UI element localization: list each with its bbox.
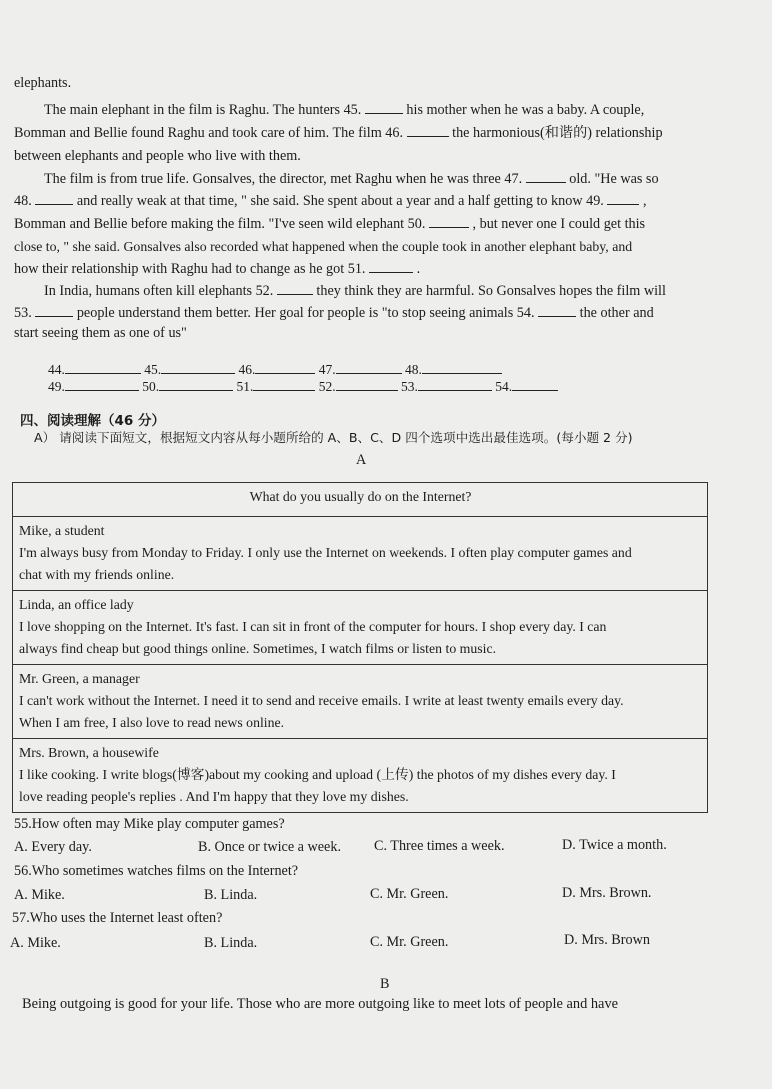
passage-text: In India, humans often kill elephants 52. [44, 283, 274, 299]
option-text: A. Every day. [14, 839, 92, 855]
passage-text: The main elephant in the film is Raghu. The hunters 45. [44, 102, 362, 118]
table-row [13, 665, 708, 739]
option-c [374, 837, 505, 855]
passage-text: they think they are harmful. So Gonsalves hopes the film will [316, 283, 666, 299]
table-cell [13, 591, 708, 665]
option-text: B. Once or twice a week. [198, 839, 341, 855]
person-text: always find cheap but good things online. Sometimes, I watch films or listen to music. [19, 641, 497, 656]
passage-text: Bomman and Bellie before making the film. "I've seen wild elephant 50. [14, 216, 426, 232]
answer-label: 51. [236, 379, 254, 394]
passage-text: his mother when he was a baby. A couple, [406, 102, 645, 118]
passage-text: , [642, 193, 647, 209]
passage-text: elephants. [14, 75, 72, 91]
passage-text: close to, " she said. Gonsalves also recorded what happened when the couple took in another elephant baby, and [14, 239, 633, 254]
passage-text: the harmonious(和谐的) relationship [452, 125, 663, 141]
person-text: I'm always busy from Monday to Friday. I only use the Internet on weekends. I often play computer games and [19, 545, 632, 560]
table-cell [13, 665, 708, 739]
part-b-label [380, 975, 389, 993]
section-title [20, 409, 165, 429]
person-label: Linda, an office lady [19, 597, 134, 612]
option-b [204, 934, 257, 952]
question-text: 57.Who uses the Internet least often? [12, 910, 223, 926]
person-text: love reading people's replies . And I'm happy that they love my dishes. [19, 789, 409, 804]
instruction-text: A） 请阅读下面短文，根据短文内容从每小题所给的 A、B、C、D 四个选项中选出最佳选项。(每小题 2 分) [34, 430, 633, 445]
option-text: B. Linda. [204, 935, 258, 951]
part-b-text: Being outgoing is good for your life. Those who are more outgoing like to meet lots of people and have [22, 996, 619, 1012]
passage-text: Bomman and Bellie found Raghu and took care of him. The film 46. [14, 125, 404, 141]
option-text: A. Mike. [10, 935, 61, 951]
passage-line [14, 147, 301, 165]
answer-blank [253, 378, 315, 391]
answer-blank [65, 361, 141, 374]
person-label: Mr. Green, a manager [19, 671, 140, 686]
label-a-text: A [356, 452, 367, 468]
answer-blank [512, 378, 558, 391]
option-a [14, 838, 92, 856]
passage-line [14, 192, 647, 210]
passage-text: and really weak at that time, " she said. She spent about a year and a half getting to know 49. [76, 193, 604, 209]
person-text: chat with my friends online. [19, 567, 175, 582]
passage-text: people understand them better. Her goal for people is "to stop seeing animals 54. [76, 305, 535, 321]
table-row [13, 517, 708, 591]
option-a [10, 934, 61, 952]
question-text: 56.Who sometimes watches films on the Internet? [14, 863, 299, 879]
table-row [13, 591, 708, 665]
passage-line [14, 74, 71, 92]
question-stem [12, 909, 222, 927]
fill-blank [369, 260, 413, 273]
option-d [562, 884, 651, 902]
answer-label: 44. [48, 362, 65, 377]
fill-blank [35, 192, 73, 205]
section-instruction [34, 429, 633, 447]
answer-row-1 [48, 361, 502, 378]
option-b [204, 886, 257, 904]
table-row [13, 739, 708, 813]
passage-text: 48. [14, 193, 32, 209]
section-title-text: 四、阅读理解（46 分） [20, 413, 165, 429]
option-c [370, 885, 448, 903]
passage-line [14, 238, 632, 256]
reading-table [12, 482, 708, 813]
answer-label: 45. [144, 362, 162, 377]
fill-blank [407, 124, 449, 137]
option-text: B. Linda. [204, 887, 258, 903]
answer-blank [65, 378, 139, 391]
fill-blank [607, 192, 639, 205]
passage-line [44, 101, 644, 119]
passage-line [14, 260, 420, 278]
passage-line [14, 324, 187, 342]
fill-blank [538, 304, 576, 317]
passage-text: start seeing them as one of us" [14, 325, 187, 341]
passage-text: 53. [14, 305, 32, 321]
person-label: Mrs. Brown, a housewife [19, 745, 159, 760]
answer-blank [422, 361, 502, 374]
option-text: D. Mrs. Brown. [562, 885, 652, 901]
answer-label: 50. [142, 379, 160, 394]
answer-label: 48. [405, 362, 422, 377]
question-stem [14, 815, 285, 833]
fill-blank [429, 215, 469, 228]
passage-a-label [356, 451, 366, 469]
option-text: D. Twice a month. [562, 837, 667, 853]
option-d [562, 836, 667, 854]
part-b-label-text: B [380, 976, 390, 992]
answer-blank [418, 378, 492, 391]
passage-text: how their relationship with Raghu had to change as he got 51. [14, 261, 366, 277]
passage-text: . [416, 261, 421, 277]
option-b [198, 838, 341, 856]
passage-text: the other and [579, 305, 654, 321]
option-text: C. Mr. Green. [370, 934, 449, 950]
fill-blank [365, 101, 403, 114]
option-text: D. Mrs. Brown [564, 932, 650, 948]
answer-blank [336, 378, 398, 391]
person-text: When I am free, I also love to read news online. [19, 715, 285, 730]
table-header-row [13, 483, 708, 517]
question-stem [14, 862, 298, 880]
option-a [14, 886, 65, 904]
passage-line [14, 304, 654, 322]
passage-line [14, 215, 645, 233]
answer-row-2 [48, 378, 558, 395]
fill-blank [277, 282, 313, 295]
person-text: I love shopping on the Internet. It's fast. I can sit in front of the computer for hours. I shop every day. I can [19, 619, 607, 634]
part-b-first-line [22, 995, 618, 1013]
option-d [564, 931, 650, 949]
fill-blank [35, 304, 73, 317]
person-text: I can't work without the Internet. I need it to send and receive emails. I write at least twenty emails every day. [19, 693, 624, 708]
table-title: What do you usually do on the Internet? [13, 483, 708, 517]
answer-blank [336, 361, 402, 374]
passage-text: The film is from true life. Gonsalves, the director, met Raghu when he was three 47. [44, 171, 523, 187]
passage-text: between elephants and people who live with them. [14, 148, 301, 164]
answer-label: 52. [318, 379, 336, 394]
answer-blank [161, 361, 235, 374]
answer-label: 49. [48, 379, 65, 394]
answer-label: 54. [495, 379, 513, 394]
table-cell [13, 517, 708, 591]
person-text: I like cooking. I write blogs(博客)about my cooking and upload (上传) the photos of my dishes every day. I [19, 767, 616, 782]
person-label: Mike, a student [19, 523, 105, 538]
question-text: 55.How often may Mike play computer games? [14, 816, 285, 832]
answer-blank [159, 378, 233, 391]
passage-text: old. "He was so [569, 171, 659, 187]
answer-blank [255, 361, 315, 374]
option-text: C. Mr. Green. [370, 886, 449, 902]
passage-line [44, 282, 666, 300]
answer-label: 53. [401, 379, 418, 394]
table-cell [13, 739, 708, 813]
option-text: A. Mike. [14, 887, 65, 903]
passage-text: , but never one I could get this [472, 216, 646, 232]
passage-line [14, 124, 663, 142]
option-c [370, 933, 448, 951]
fill-blank [526, 170, 566, 183]
passage-line [44, 170, 659, 188]
option-text: C. Three times a week. [374, 838, 505, 854]
answer-label: 47. [318, 362, 336, 377]
answer-label: 46. [238, 362, 256, 377]
